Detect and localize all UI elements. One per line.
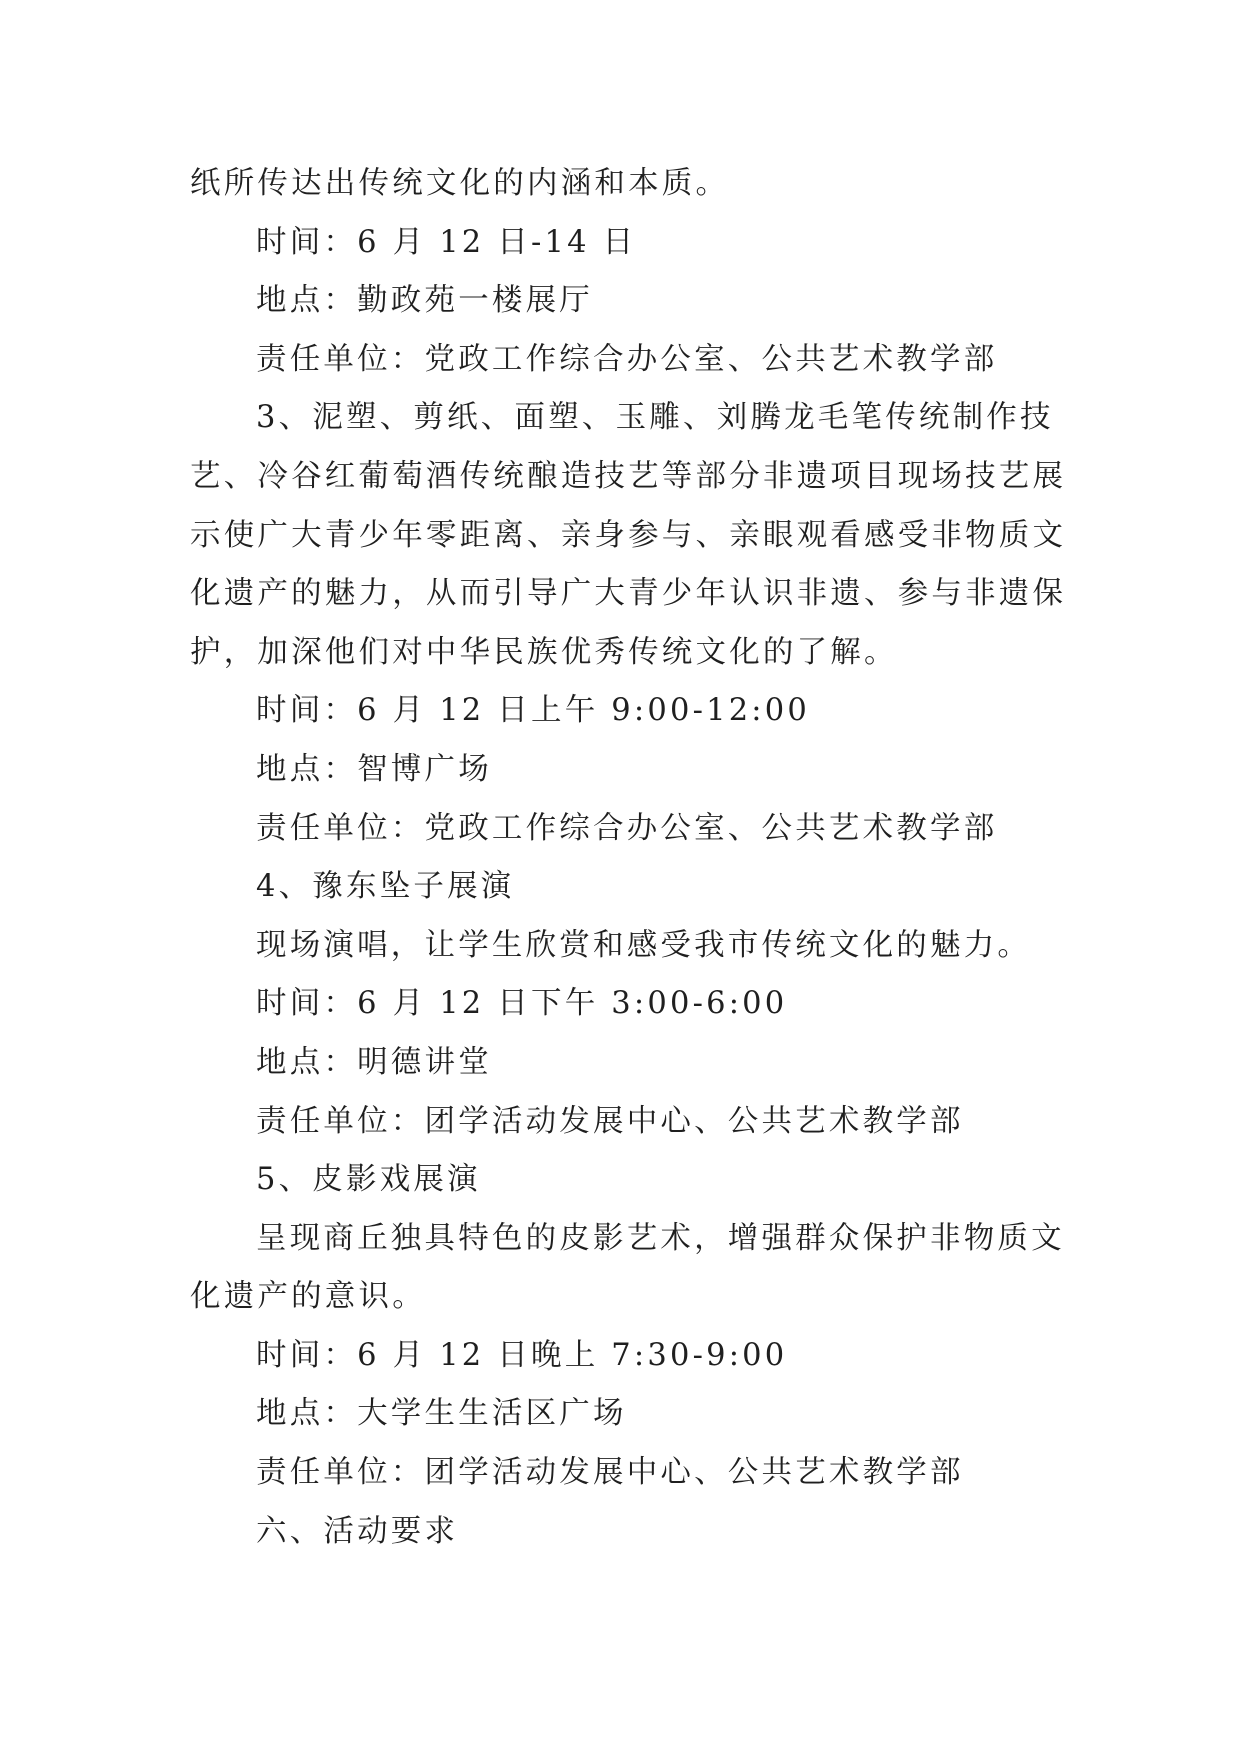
- paragraph-line: 示使广大青少年零距离、亲身参与、亲眼观看感受非物质文: [190, 517, 1067, 553]
- responsible-unit-line: 责任单位：团学活动发展中心、公共艺术教学部: [256, 1455, 964, 1491]
- paragraph-line: 艺、冷谷红葡萄酒传统酿造技艺等部分非遗项目现场技艺展: [190, 458, 1067, 494]
- responsible-unit-line: 责任单位：党政工作综合办公室、公共艺术教学部: [256, 810, 998, 846]
- paragraph-line: 化遗产的意识。: [190, 1279, 426, 1315]
- paragraph-line: 现场演唱，让学生欣赏和感受我市传统文化的魅力。: [256, 927, 1032, 963]
- location-line: 地点：明德讲堂: [256, 1044, 492, 1080]
- location-line: 地点：勤政苑一楼展厅: [256, 283, 593, 319]
- location-line: 地点：智博广场: [256, 751, 492, 787]
- location-line: 地点：大学生生活区广场: [256, 1396, 627, 1432]
- time-line: 时间：6 月 12 日晚上 7:30-9:00: [256, 1337, 788, 1373]
- time-line: 时间：6 月 12 日-14 日: [256, 224, 637, 260]
- paragraph-line: 护，加深他们对中华民族优秀传统文化的了解。: [190, 634, 898, 670]
- item-heading-5: 5、皮影戏展演: [256, 1162, 481, 1198]
- time-line: 时间：6 月 12 日下午 3:00-6:00: [256, 986, 788, 1022]
- section-heading-6: 六、活动要求: [256, 1513, 459, 1549]
- document-body: [190, 155, 1070, 1561]
- item-heading-3: 3、泥塑、剪纸、面塑、玉雕、刘腾龙毛笔传统制作技: [256, 400, 1054, 436]
- paragraph-line: 纸所传达出传统文化的内涵和本质。: [190, 166, 730, 201]
- item-heading-4: 4、豫东坠子展演: [256, 869, 515, 905]
- paragraph-line: 呈现商丘独具特色的皮影艺术，增强群众保护非物质文: [256, 1220, 1065, 1256]
- responsible-unit-line: 责任单位：党政工作综合办公室、公共艺术教学部: [256, 341, 998, 377]
- paragraph-line: 化遗产的魅力，从而引导广大青少年认识非遗、参与非遗保: [190, 576, 1067, 612]
- time-line: 时间：6 月 12 日上午 9:00-12:00: [256, 693, 810, 729]
- responsible-unit-line: 责任单位：团学活动发展中心、公共艺术教学部: [256, 1103, 964, 1139]
